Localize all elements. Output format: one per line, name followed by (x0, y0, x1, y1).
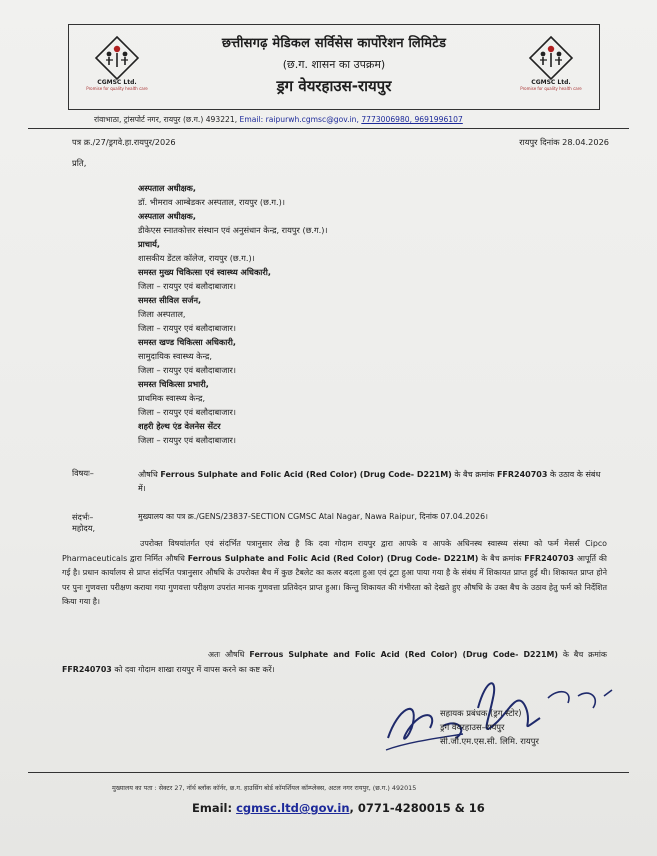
body-text-part: को दवा गोदाम शाखा रायपुर में वापस करने का कष्ट करें। (114, 664, 275, 674)
signatory-block (440, 706, 539, 748)
subject-part: के बैच क्रमांक (454, 470, 495, 479)
cgmsc-emblem-icon (528, 35, 574, 81)
recipient-line: अस्पताल अधीक्षक, (138, 211, 196, 221)
subject-part: औषधि (138, 470, 158, 479)
recipients-list (138, 181, 558, 447)
recipient-line: शहरी हेल्थ एंड वेलनेस सेंटर (138, 421, 221, 431)
cgmsc-emblem-icon (94, 35, 140, 81)
letter-date: रायपुर दिनांक 28.04.2026 (519, 137, 609, 147)
recipient-line: सामुदायिक स्वास्थ्य केन्द्र, (138, 351, 212, 361)
recipient-line: अस्पताल अधीक्षक, (138, 183, 196, 193)
body-text-part: आपूर्ति की गई है। प्रधान कार्यालय से प्राप्त संदर्भित पत्रानुसार औषधि के उपरोक्त बैच में कुछ टैबलेट का कलर बदला हुआ एवं टूटा हुआ पाया गया है के संबंध में शिकायत प्राप्त हुई थी। शिकायत प्राप्त होने पर पुनः गुणवत्ता परीक्षण कराया गया गुणवत्ता परीक्षण उपरांत मानक गुणवत्ता प्रतिवेदन प्राप्त हुआ। किन्तु शिकायत की गंभीरता को देखते हुए औषधि के उक्त बैच के उठाव हेतु फर्म को निर्देशित किया गया है। (62, 553, 607, 607)
warehouse-address: रांवाभाठा, ट्रांसपोर्ट नगर, रायपुर (छ.ग.) 493221, (94, 115, 238, 124)
cgmsc-logo-right (509, 35, 593, 101)
reference-label: संदर्भः– (72, 512, 94, 522)
recipient-line: जिला – रायपुर एवं बलौदाबाजार। (138, 435, 236, 445)
body-drug: Ferrous Sulphate and Folic Acid (Red Color) (Drug Code- D221M) (249, 650, 558, 659)
logo-text: CGMSC Ltd. (531, 79, 571, 86)
cgmsc-logo-left (75, 35, 159, 101)
recipient-line: डॉ. भीमराव आम्बेडकर अस्पताल, रायपुर (छ.ग.)। (138, 197, 285, 207)
org-title-block (169, 33, 499, 96)
subject-part: के उठाव के संबंध में। (138, 470, 601, 493)
body-text-part: अतः औषधि (208, 650, 245, 659)
recipient-line: प्राथमिक स्वास्थ्य केन्द्र, (138, 393, 206, 403)
footer-email-link[interactable]: cgmsc.ltd@gov.in (236, 801, 350, 815)
logo-tagline: Promise for quality health care (520, 86, 582, 91)
letter-reference: पत्र क्र./27/ड्रगवे.हा.रायपुर/2026 (72, 137, 176, 147)
recipient-line: समस्त सीविल सर्जन, (138, 295, 202, 305)
signatory-line: ड्रग वेयरहाउस–रायपुर (440, 722, 505, 732)
subject-drug: Ferrous Sulphate and Folic Acid (Red Color) (Drug Code- D221M) (160, 470, 452, 479)
recipient-line: शासकीय डेंटल कॉलेज, रायपुर (छ.ग.)। (138, 253, 255, 263)
logo-text: CGMSC Ltd. (97, 79, 137, 86)
footer-phone: , 0771-4280015 & 16 (349, 801, 485, 815)
recipient-line: जिला – रायपुर एवं बलौदाबाजार। (138, 365, 236, 375)
warehouse-phones[interactable]: 7773006980, 9691996107 (361, 115, 463, 124)
letterhead (68, 24, 600, 110)
recipient-line: समस्त खण्ड चिकित्सा अधिकारी, (138, 337, 236, 347)
body-text-part: के बैच क्रमांक (481, 553, 522, 563)
reference-text: मुख्यालय का पत्र क्र./GENS/23837-SECTION CGMSC Atal Nagar, Nawa Raipur, दिनांक 07.04.2026। (138, 512, 488, 521)
recipient-line: डीकेएस स्नातकोत्तर संस्थान एवं अनुसंधान केन्द्र, रायपुर (छ.ग.)। (138, 225, 328, 235)
footer-contact (192, 801, 485, 815)
footer-divider (28, 772, 629, 773)
salutation: महोदय, (72, 523, 96, 533)
warehouse-email[interactable]: Email: raipurwh.cgmsc@gov.in, (239, 115, 359, 124)
body-batch: FFR240703 (62, 664, 112, 674)
body-text-part: उपरोक्त विषयांतर्गत एवं संदर्भित पत्रानुसार लेख है कि दवा गोदाम रायपुर द्वारा आपके व आपके अधिनस्थ स्वास्थ्य संस्था को फर्म मेसर्स Cipco Pharmaceuticals द्वारा निर्मित औषधि (62, 539, 607, 563)
header-address-line (94, 115, 614, 125)
body-drug: Ferrous Sulphate and Folic Acid (Red Color) (Drug Code- D221M) (187, 553, 479, 563)
footer-email-label: Email: (192, 801, 233, 815)
header-divider (28, 128, 629, 129)
recipient-line: जिला – रायपुर एवं बलौदाबाजार। (138, 281, 236, 291)
body-batch: FFR240703 (524, 553, 575, 563)
logo-tagline: Promise for quality health care (86, 86, 148, 91)
warehouse-name: ड्रग वेयरहाउस-रायपुर (276, 77, 392, 95)
footer-hq-address: मुख्यालय का पता : सेक्टर 27, नॉर्थ ब्लॉक कॉर्नर, छ.ग. हाउसिंग बोर्ड कॉमर्शियल कॉम्प्लेक्स, अटल नगर रायपुर, (छ.ग.) 492015 (112, 784, 417, 792)
recipient-line: जिला अस्पताल, (138, 309, 186, 319)
signatory-line: सी.जी.एम.एस.सी. लिमि. रायपुर (440, 736, 539, 746)
prati-label: प्रति, (72, 158, 87, 168)
recipient-line: प्राचार्य, (138, 239, 160, 249)
org-sub: (छ.ग. शासन का उपक्रम) (282, 58, 386, 71)
org-name: छत्तीसगढ़ मेडिकल सर्विसेस कार्पोरेशन लिमिटेड (221, 36, 447, 51)
recipient-line: जिला – रायपुर एवं बलौदाबाजार। (138, 323, 236, 333)
body-text-part: के बैच क्रमांक (562, 650, 607, 659)
recipient-line: समस्त मुख्य चिकित्सा एवं स्वास्थ्य अधिकारी, (138, 267, 271, 277)
recipient-line: समस्त चिकित्सा प्रभारी, (138, 379, 209, 389)
subject-batch: FFR240703 (496, 470, 548, 479)
subject-text (138, 468, 608, 496)
recipient-line: जिला – रायपुर एवं बलौदाबाजार। (138, 407, 236, 417)
subject-label: विषयः– (72, 468, 94, 478)
body-paragraph-1 (62, 537, 607, 610)
signatory-line: सहायक प्रबंधक (ड्रग स्टोर) (440, 708, 522, 718)
